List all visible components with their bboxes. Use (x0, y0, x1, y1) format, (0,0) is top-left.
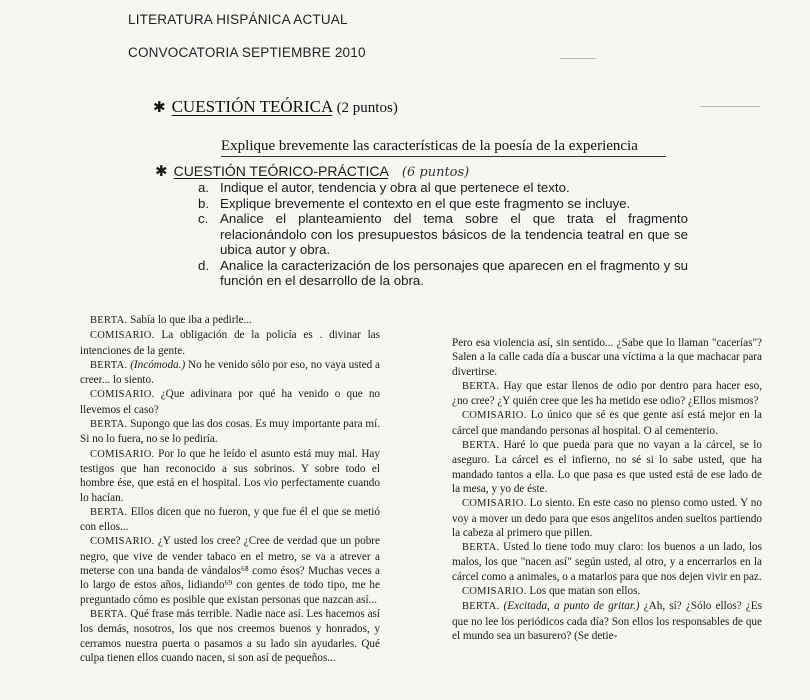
dialogue-paragraph (452, 599, 762, 643)
speaker-name: COMISARIO. (462, 410, 527, 422)
dialogue-paragraph (452, 408, 762, 438)
course-title: LITERATURA HISPÁNICA ACTUAL (128, 12, 348, 27)
theory-heading-text: CUESTIÓN TEÓRICA (171, 97, 333, 116)
dialogue-text: Hay que estar llenos de odio por dentro para hacer eso, ¿no cree? ¿Y quién cree que les ha metido ese odio? ¿Ellos mismos? (452, 379, 762, 408)
dialogue-text: ¿Que adivinara por qué ha venido o que no llevemos el caso? (80, 388, 381, 416)
speaker-name: BERTA. (462, 380, 500, 392)
text-fragment-left-column (80, 313, 380, 665)
dialogue-paragraph (80, 505, 380, 535)
practice-question-item (198, 180, 688, 196)
theory-underline (221, 156, 666, 157)
dialogue-paragraph (452, 336, 762, 379)
question-text: Analice el planteamiento del tema sobre el que trata el fragmento relacionándolo con los presupuestos básicos de la tendencia teatral en que se ubica autor y obra. (220, 211, 688, 257)
dialogue-text: ¿Y usted los cree? ¿Cree de verdad que un pobre negro, que vive de vender tabaco en el metro, se va a atrever a meterse con una banda de vándalos⁶⁸ como ésos? Muchas veces a lo largo de estos años, lidiando⁶⁹ con gentes de todo tipo, me he preguntado cómo es posible que existan personas que nazcan así... (80, 535, 380, 606)
dialogue-text: La obligación de la policía es . divinar las intenciones de la gente. (80, 329, 380, 357)
asterisk-icon: ✱ (155, 162, 168, 180)
dialogue-paragraph (452, 379, 762, 409)
speaker-name: COMISARIO. (90, 389, 155, 401)
question-letter: d. (198, 257, 210, 273)
dialogue-paragraph (452, 540, 762, 584)
dialogue-text: Supongo que las dos cosas. Es muy importante para mí. Si no lo fuera, no se lo pediría. (80, 418, 380, 446)
speaker-name: COMISARIO. (90, 536, 155, 548)
practice-heading-text: CUESTIÓN TEÓRICO-PRÁCTICA (173, 163, 389, 179)
speaker-name: BERTA. (462, 601, 500, 613)
scan-mark (700, 106, 760, 107)
dialogue-text: ¿Ah, sí? ¿Sólo ellos? ¿Es que no lee los periódicos cada día? Son ellos los responsables de que el mundo sea un basurero? (Se detie- (452, 600, 762, 642)
exam-session: CONVOCATORIA SEPTIEMBRE 2010 (128, 45, 366, 60)
text-fragment-right-column (452, 336, 762, 643)
handwritten-points: (6 puntos) (401, 165, 470, 180)
speaker-name: COMISARIO. (90, 330, 155, 342)
dialogue-paragraph (452, 438, 762, 496)
theory-question-text: Explique brevemente las características de la poesía de la experiencia (221, 138, 638, 154)
speaker-name: COMISARIO. (462, 498, 527, 510)
speaker-name: BERTA. (90, 608, 128, 620)
question-text: Indique el autor, tendencia y obra al que pertenece el texto. (220, 180, 570, 195)
practice-question-list (198, 180, 688, 289)
practice-question-heading (155, 162, 469, 180)
dialogue-text: Los que matan son ellos. (529, 585, 641, 598)
dialogue-paragraph (452, 584, 762, 599)
dialogue-text: Ellos dicen que no fueron, y que fue él el que se metió con ellos... (80, 505, 380, 534)
practice-question-item (198, 258, 688, 289)
dialogue-paragraph (80, 447, 380, 505)
speaker-name: BERTA. (462, 440, 500, 452)
dialogue-text: Sabía lo que iba a pedirle... (130, 314, 252, 326)
dialogue-paragraph (80, 417, 380, 447)
dialogue-text: Qué frase más terrible. Nadie nace así. Les hacemos así los demás, nosotros, los que nos creemos buenos y honrados, y cerramos nuestra puerta o pasamos a su lado sin ayudarles. Qué culpa tienen ellos cuando nacen, si son así de pequeños... (80, 607, 380, 664)
dialogue-text: Lo único que sé es que gente así está mejor en la cárcel que mandando personas al hospital. O al cementerio. (452, 409, 762, 437)
stage-direction: (Excitada, a punto de gritar.) (503, 600, 640, 613)
question-text: Explique brevemente el contexto en el que este fragmento se incluye. (220, 195, 631, 211)
theory-points: (2 puntos) (336, 100, 398, 116)
dialogue-text: Lo siento. En este caso no pienso como usted. Y no voy a mover un dedo para que esos angelitos anden sueltos partiendo la cabeza al primero que pillen. (452, 497, 762, 539)
question-text: Analice la caracterización de los personajes que aparecen en el fragmento y su función en el desarrollo de la obra. (220, 257, 688, 288)
dialogue-paragraph (80, 358, 380, 388)
speaker-name: COMISARIO. (90, 448, 155, 460)
speaker-name: BERTA. (90, 506, 128, 518)
dialogue-text: Haré lo que pueda para que no vayan a la cárcel, se lo aseguro. La cárcel es el infierno, no sé si lo sabe usted, que ha mandado tantos a ella. Lo que pasa es que usted está de ese lado de la mesa, y yo de éste. (452, 439, 762, 495)
asterisk-icon: ✱ (153, 98, 166, 116)
scan-mark (560, 58, 596, 59)
dialogue-paragraph (80, 313, 380, 328)
question-letter: c. (198, 211, 209, 226)
practice-question-item (198, 196, 688, 212)
dialogue-text: Usted lo tiene todo muy claro: los buenos a un lado, los malos, los que "nacen así" según usted, al otro, y a encerrarlos en la cárcel como a animales, o a matarlos para que nos dejen vivir en paz. (452, 541, 762, 583)
speaker-name: COMISARIO. (462, 586, 527, 598)
question-letter: b. (198, 195, 210, 211)
speaker-name: BERTA. (90, 315, 128, 326)
question-letter: a. (198, 180, 210, 195)
dialogue-text: Por lo que he leído el asunto está muy mal. Hay testigos que han reconocido a sus sobrinos. Y sobre todo el hombre ése, que está en el hospital. Los vio perfectamente cuando lo hacían. (80, 447, 380, 504)
speaker-name: BERTA. (462, 542, 500, 554)
theory-question-heading (153, 97, 398, 117)
speaker-name: BERTA. (90, 419, 128, 431)
dialogue-paragraph (80, 534, 380, 606)
dialogue-paragraph (80, 328, 380, 358)
practice-question-item (198, 211, 688, 258)
dialogue-text: No he venido sólo por eso, no vaya usted a creer... lo siento. (80, 358, 381, 387)
dialogue-paragraph (80, 387, 380, 417)
speaker-name: BERTA. (90, 359, 128, 371)
dialogue-paragraph (452, 496, 762, 540)
stage-direction: (Incómoda.) (130, 358, 186, 371)
dialogue-paragraph (80, 607, 380, 665)
dialogue-text: Pero esa violencia así, sin sentido... ¿Sabe que lo llaman "cacerías"? Salen a la calle cada día a buscar una víctima a la que machacar para divertirse. (452, 337, 762, 378)
